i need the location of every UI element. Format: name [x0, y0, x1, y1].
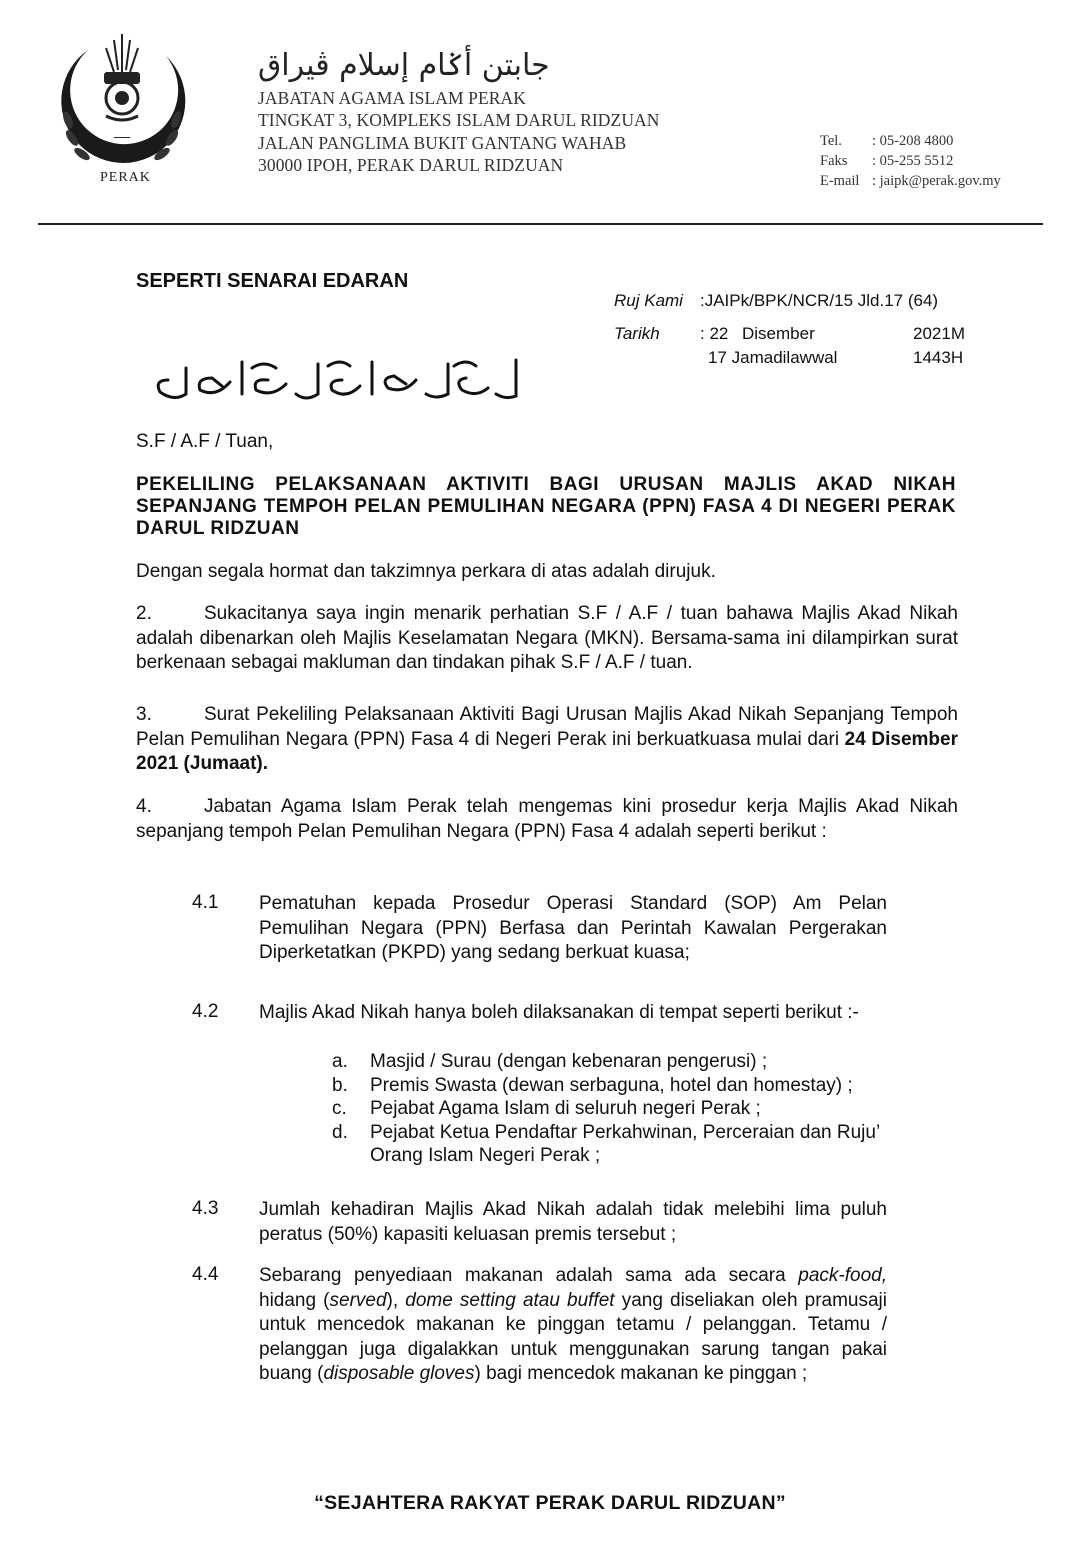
- contact-fax: [820, 153, 953, 170]
- paragraph-1: Dengan segala hormat dan takzimnya perkara di atas adalah dirujuk.: [136, 561, 716, 582]
- paragraph-4: [136, 795, 958, 844]
- paragraph-3: [136, 703, 958, 777]
- date-month: Disember: [742, 324, 815, 343]
- paragraph-2-text: Sukacitanya saya ingin menarik perhatian S.F / A.F / tuan bahawa Majlis Akad Nikah adalah dibenarkan oleh Majlis Keselamatan Negara (MKN). Bersama-sama ini dilampirkan surat berkenaan sebagai makluman dan tindakan pihak S.F / A.F / tuan.: [136, 603, 958, 673]
- contact-email-value: : jaipk@perak.gov.my: [872, 173, 1001, 189]
- contact-tel-label: Tel.: [820, 133, 842, 149]
- list-item: [332, 1121, 932, 1168]
- item-4-4-part: Sebarang penyediaan makanan adalah sama ada secara: [259, 1265, 786, 1286]
- salutation: S.F / A.F / Tuan,: [136, 431, 274, 452]
- list-item: [332, 1074, 932, 1098]
- date-year: 2021M: [913, 324, 965, 343]
- item-4-4-part: hidang (: [259, 1289, 330, 1311]
- paragraph-4-text: Jabatan Agama Islam Perak telah mengemas kini prosedur kerja Majlis Akad Nikah sepanjang tempoh Pelan Pemulihan Negara (PPN) Fasa 4 adalah seperti berikut :: [136, 796, 958, 842]
- list-item-text: Pejabat Agama Islam di seluruh negeri Perak ;: [370, 1098, 761, 1119]
- item-4-4-italic: served: [329, 1289, 387, 1311]
- paragraph-3-text: Surat Pekeliling Pelaksanaan Aktiviti Bagi Urusan Majlis Akad Nikah Sepanjang Tempoh Pelan Pemulihan Negara (PPN) Fasa 4 di Negeri Perak ini berkuatkuasa mulai dari: [136, 704, 958, 750]
- emblem-caption: PERAK: [100, 170, 151, 185]
- item-4-4-text: [259, 1264, 887, 1387]
- svg-text:ـــــ: ـــــ: [113, 128, 131, 141]
- footer-motto: “SEJAHTERA RAKYAT PERAK DARUL RIDZUAN”: [314, 1492, 786, 1514]
- address-line-1: JABATAN AGAMA ISLAM PERAK: [258, 88, 527, 108]
- list-item-letter: b.: [332, 1074, 348, 1096]
- recipient-line: SEPERTI SENARAI EDARAN: [136, 270, 409, 292]
- venue-list: [332, 1050, 932, 1168]
- item-4-3-number: 4.3: [192, 1198, 219, 1219]
- item-4-4-italic: dome setting atau buffet: [405, 1289, 615, 1311]
- item-4-4-number: 4.4: [192, 1264, 219, 1285]
- address-line-3: JALAN PANGLIMA BUKIT GANTANG WAHAB: [258, 133, 627, 153]
- item-4-4-part: ),: [386, 1289, 399, 1311]
- item-4-4-part: ) bagi mencedok makanan ke pinggan ;: [474, 1363, 808, 1384]
- hijri-date: 17 Jamadilawwal: [708, 348, 838, 367]
- paragraph-2-number: 2.: [136, 603, 152, 624]
- item-4-3-text: Jumlah kehadiran Majlis Akad Nikah adalah tidak melebihi lima puluh peratus (50%) kapasiti keluasan premis tersebut ;: [259, 1199, 887, 1245]
- contact-email: [820, 173, 1001, 190]
- item-4-4-italic: pack-food,: [798, 1265, 887, 1286]
- list-item: [332, 1097, 932, 1121]
- item-4-2-number: 4.2: [192, 1001, 219, 1022]
- ruj-kami-label: Ruj Kami: [614, 291, 683, 310]
- jawi-department-name: جابتن أݢام إسلام ڤيراق: [258, 48, 550, 83]
- list-item-letter: a.: [332, 1051, 348, 1072]
- item-4-4-italic: disposable gloves: [323, 1363, 475, 1384]
- paragraph-4-number: 4.: [136, 796, 152, 817]
- contact-fax-label: Faks: [820, 153, 848, 169]
- item-4-1-text: Pematuhan kepada Prosedur Operasi Standard (SOP) Am Pelan Pemulihan Negara (PPN) Berfasa dan Perintah Kawalan Pergerakan Diperketatkan (PKPD) yang sedang berkuat kuasa;: [259, 893, 887, 963]
- hijri-year: 1443H: [913, 348, 964, 367]
- ruj-kami-value: :JAIPk/BPK/NCR/15 Jld.17 (64): [700, 291, 939, 310]
- list-item-letter: d.: [332, 1121, 348, 1143]
- date-day: : 22: [700, 324, 729, 343]
- effective-date: 24 Disember 2021 (Jumaat).: [136, 728, 958, 774]
- address-line-2: TINGKAT 3, KOMPLEKS ISLAM DARUL RIDZUAN: [258, 110, 660, 130]
- contact-fax-value: : 05-255 5512: [872, 153, 954, 169]
- item-4-2-text: Majlis Akad Nikah hanya boleh dilaksanakan di tempat seperti berikut :-: [259, 1002, 859, 1023]
- list-item: [332, 1050, 932, 1074]
- list-item-text: Pejabat Ketua Pendaftar Perkahwinan, Perceraian dan Ruju’ Orang Islam Negeri Perak ;: [370, 1121, 880, 1166]
- contact-tel: [820, 133, 953, 150]
- list-item-text: Masjid / Surau (dengan kebenaran pengerusi) ;: [370, 1051, 768, 1072]
- header-divider: [38, 223, 1043, 225]
- perak-emblem-logo: [48, 20, 198, 195]
- subject-heading: PEKELILING PELAKSANAAN AKTIVITI BAGI URUSAN MAJLIS AKAD NIKAH SEPANJANG TEMPOH PELAN PEMULIHAN NEGARA (PPN) FASA 4 DI NEGERI PERAK DARUL RIDZUAN: [136, 474, 956, 539]
- address-line-4: 30000 IPOH, PERAK DARUL RIDZUAN: [258, 155, 564, 175]
- contact-email-label: E-mail: [820, 173, 860, 189]
- paragraph-3-number: 3.: [136, 704, 152, 725]
- salam-calligraphy: [136, 350, 526, 408]
- list-item-letter: c.: [332, 1098, 347, 1119]
- paragraph-2: [136, 602, 958, 676]
- item-4-4-part: yang diseliakan oleh pramusaji untuk mencedok makanan ke pinggan tetamu / pelanggan. Tetamu / pelanggan juga digalakkan untuk menggunakan sarung tangan pakai buang (: [259, 1289, 887, 1384]
- tarikh-label: Tarikh: [614, 324, 660, 343]
- item-4-1-number: 4.1: [192, 892, 219, 913]
- list-item-text: Premis Swasta (dewan serbaguna, hotel dan homestay) ;: [370, 1074, 853, 1096]
- contact-tel-value: : 05-208 4800: [872, 133, 954, 149]
